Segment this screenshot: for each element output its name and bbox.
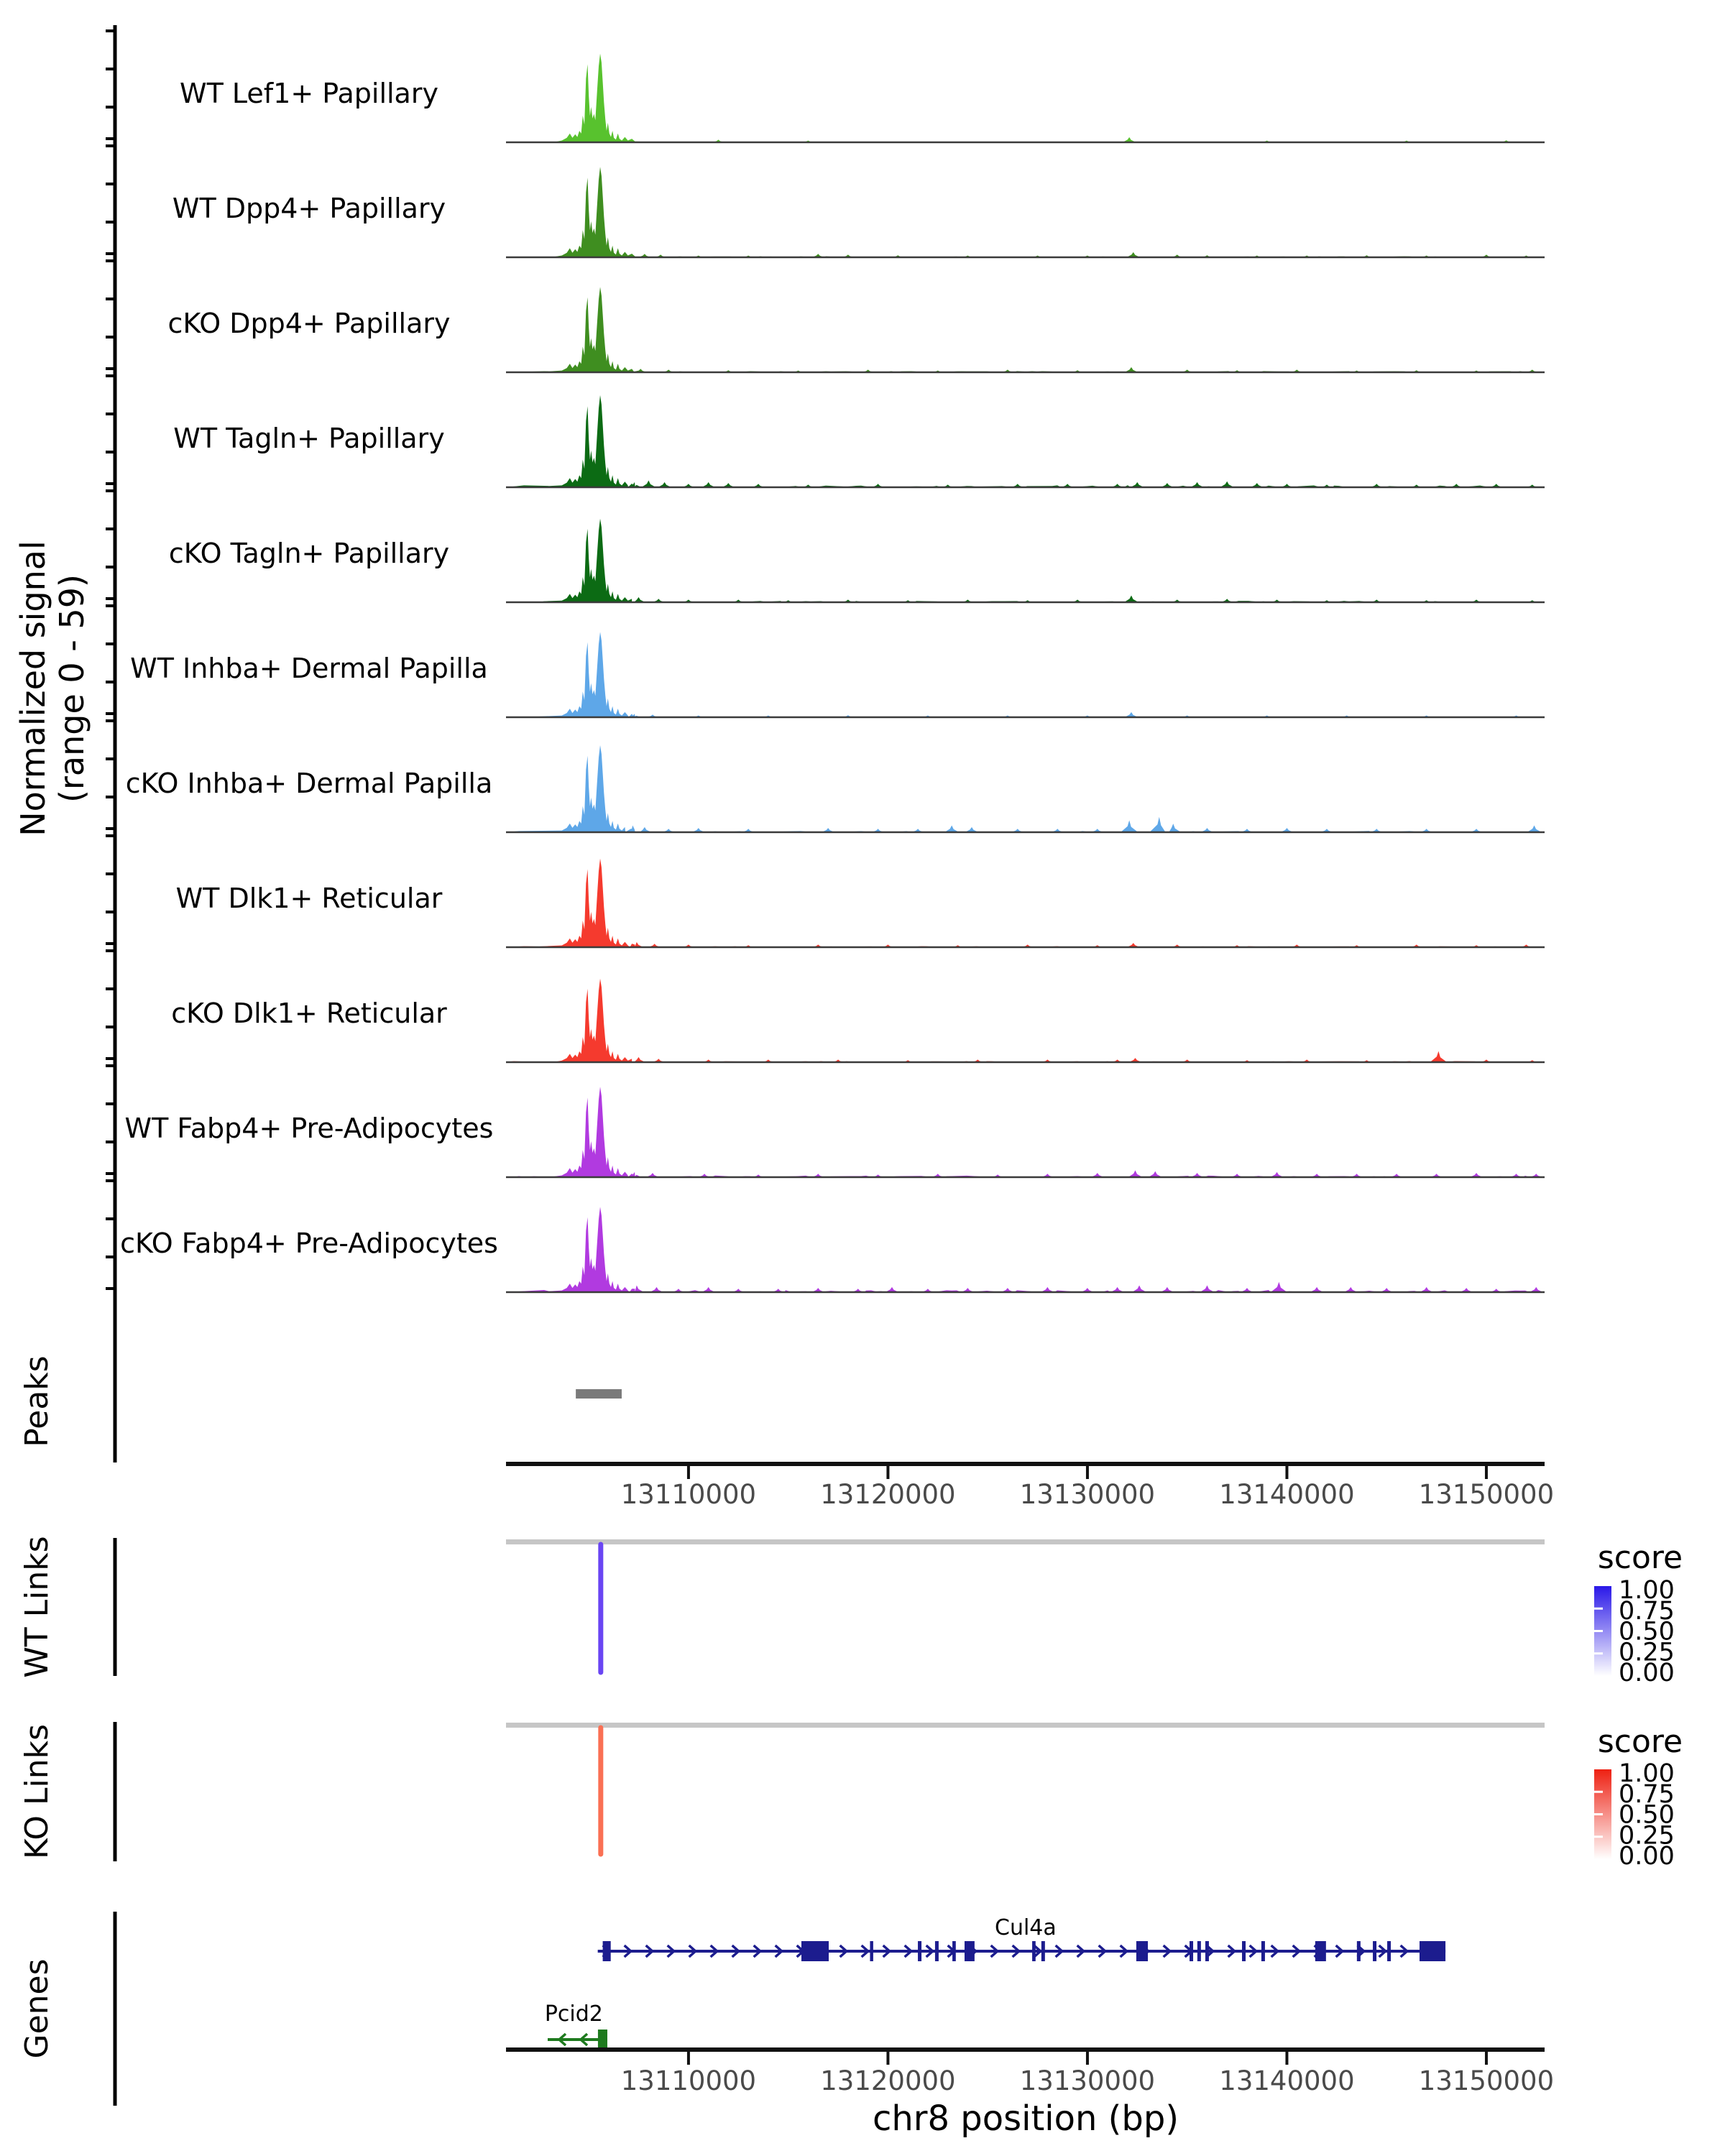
gene-exon-rect (1387, 1941, 1391, 1961)
genome-axis-lower (506, 2047, 1554, 2096)
score-legend-value: 0.75 (1619, 1779, 1675, 1809)
coverage-track-label: WT Tagln+ Papillary (173, 423, 445, 454)
score-legend-value: 0.25 (1619, 1638, 1675, 1667)
gene-exon-rect (1197, 1941, 1201, 1961)
peaks-section (115, 1342, 622, 1462)
coverage-track-area (506, 167, 1545, 257)
genes-section-label: Genes (19, 1958, 55, 2059)
coverage-track-area (506, 1207, 1545, 1292)
links-baseline (506, 1539, 1545, 1544)
gene-label-cul4a: Cul4a (995, 1915, 1057, 1940)
gene-exon-rect (603, 1941, 611, 1961)
coverage-track-area (506, 859, 1545, 947)
gene-exon-rect (1357, 1941, 1361, 1961)
score-legend-value: 0.00 (1619, 1842, 1675, 1871)
wt-score-legend-title: score (1597, 1539, 1683, 1576)
coverage-track-area (506, 54, 1545, 142)
score-legend-value: 1.00 (1619, 1759, 1675, 1788)
genome-axis-tick-label: 13150000 (1418, 2065, 1555, 2096)
genome-axis-upper (506, 1462, 1554, 1510)
coverage-track-label: WT Dpp4+ Papillary (172, 193, 446, 224)
genome-axis-tick-label: 13110000 (620, 2065, 757, 2096)
gene-exon-rect (1420, 1941, 1445, 1961)
genome-axis-tick-label: 13130000 (1019, 2065, 1156, 2096)
gene-exon-rect (1190, 1941, 1193, 1961)
gene-exon-rect (965, 1941, 975, 1961)
genome-axis-tick-label: 13110000 (620, 1479, 757, 1510)
gene-exon-rect (1041, 1941, 1045, 1961)
genome-axis-tick-label: 13130000 (1019, 1479, 1156, 1510)
gene-exon-rect (1261, 1941, 1265, 1961)
gene-exon-rect (1205, 1941, 1209, 1961)
genome-axis-line (506, 2047, 1545, 2052)
x-axis-title: chr8 position (bp) (872, 2099, 1179, 2139)
coverage-track-label: WT Lef1+ Papillary (180, 78, 438, 109)
wt-links-section (115, 1538, 1675, 1687)
gene-exon-rect (801, 1941, 829, 1961)
genome-axis-tick-label: 13140000 (1219, 1479, 1355, 1510)
peak-interval-bar (576, 1389, 622, 1399)
coverage-track-label: cKO Dlk1+ Reticular (171, 998, 447, 1029)
coverage-track-area (506, 287, 1545, 372)
y-axis-label-line1: Normalized signal (14, 540, 52, 837)
coverage-track-label: cKO Dpp4+ Papillary (167, 308, 451, 339)
score-legend-value: 0.00 (1619, 1659, 1675, 1687)
wt-links-section-label: WT Links (19, 1536, 55, 1678)
genome-axis-tick-label: 13140000 (1219, 2065, 1355, 2096)
score-legend-value: 1.00 (1619, 1576, 1675, 1605)
gene-exon-rect (1242, 1941, 1246, 1961)
gene-exon-rect (1315, 1941, 1326, 1961)
genome-axis-tick-label: 13120000 (820, 2065, 956, 2096)
gene-exon-rect (870, 1941, 873, 1961)
gene-exon-rect (598, 2030, 607, 2050)
gene-exon-rect (1373, 1941, 1376, 1961)
coverage-track-label: WT Inhba+ Dermal Papilla (130, 653, 488, 684)
coverage-section (106, 25, 1545, 1350)
coverage-track-area (506, 632, 1545, 717)
score-legend-value: 0.50 (1619, 1617, 1675, 1646)
score-legend-value: 0.75 (1619, 1596, 1675, 1626)
coverage-track-label: WT Fabp4+ Pre-Adipocytes (124, 1112, 494, 1144)
coverage-track-label: cKO Tagln+ Papillary (168, 538, 450, 569)
coverage-track-area (506, 1087, 1545, 1177)
score-legend-value: 0.50 (1619, 1800, 1675, 1830)
ko-score-legend-title: score (1597, 1723, 1683, 1760)
ko-links-section (115, 1722, 1675, 1871)
coverage-track-area (506, 745, 1545, 832)
coverage-track-area (506, 395, 1545, 487)
gene-label-pcid2: Pcid2 (544, 2001, 603, 2027)
links-baseline (506, 1723, 1545, 1728)
score-legend-value: 0.25 (1619, 1821, 1675, 1851)
coverage-track-label: WT Dlk1+ Reticular (175, 883, 443, 914)
ko-links-section-label: KO Links (19, 1723, 55, 1860)
genome-axis-line (506, 1462, 1545, 1466)
gene-exon-rect (935, 1941, 939, 1961)
peaks-section-label: Peaks (19, 1355, 55, 1447)
genome-axis-tick-label: 13150000 (1418, 1479, 1555, 1510)
genome-axis-tick-label: 13120000 (820, 1479, 956, 1510)
coverage-track-label: cKO Fabp4+ Pre-Adipocytes (120, 1227, 498, 1259)
gene-exon-rect (1136, 1941, 1148, 1961)
gene-exon-rect (952, 1941, 956, 1961)
gene-exon-rect (918, 1941, 921, 1961)
coverage-track-label: cKO Inhba+ Dermal Papilla (125, 768, 493, 799)
coverage-track-area (506, 979, 1545, 1062)
y-axis-label-line2: (range 0 - 59) (52, 574, 91, 803)
gene-exon-rect (1032, 1941, 1036, 1961)
coverage-track-area (506, 519, 1545, 602)
